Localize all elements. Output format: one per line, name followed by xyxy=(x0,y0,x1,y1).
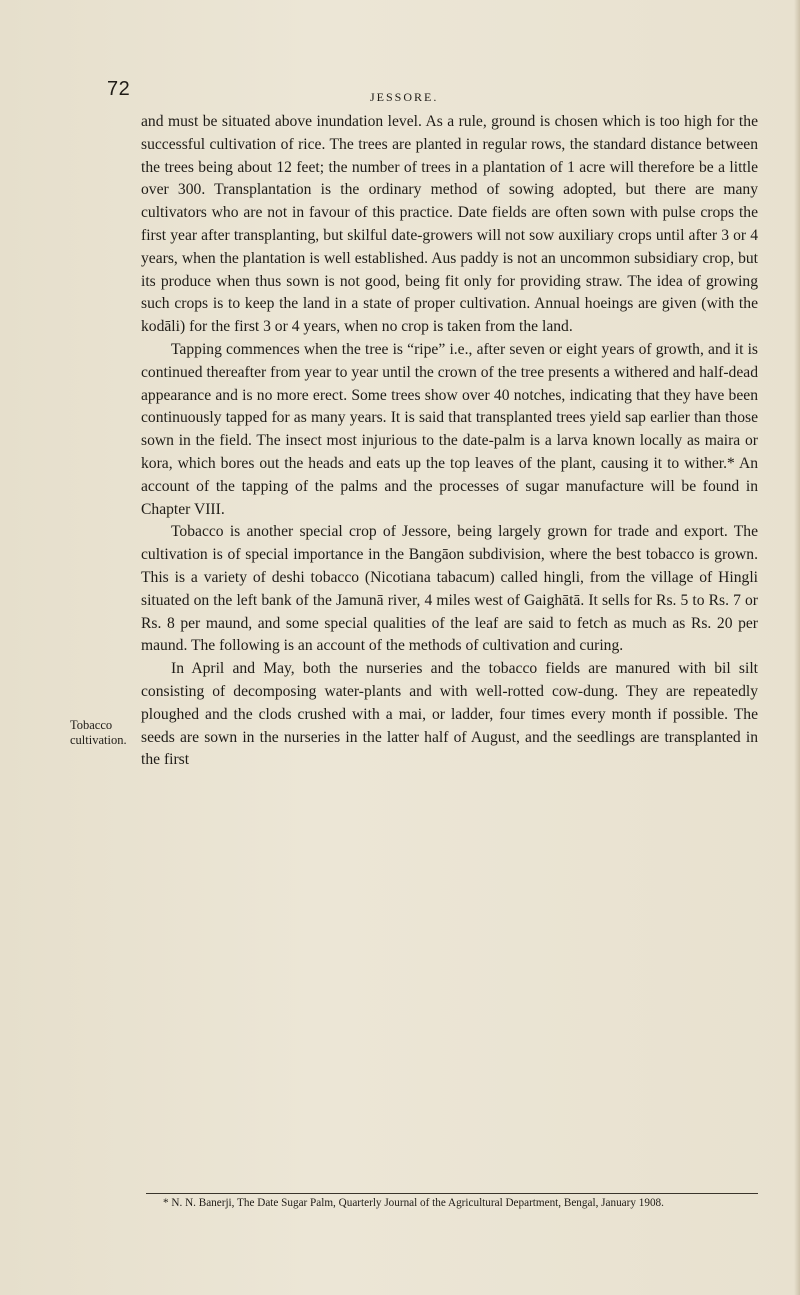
footnote: * N. N. Banerji, The Date Sugar Palm, Quarterly Journal of the Agricultural Department, Bengal, January 1908. xyxy=(163,1197,664,1209)
body-text xyxy=(141,111,758,772)
paragraph-1: and must be situated above inundation level. As a rule, ground is chosen which is too high for the successful cultivation of rice. The trees are planted in regular rows, the standard distance between the trees being about 12 feet; the number of trees in a plantation of 1 acre will therefore be a little over 300. Transplantation is the ordinary method of sowing adopted, but there are many cultivators who are not in favour of this practice. Date fields are often sown with pulse crops the first year after transplanting, but skilful date-growers will not sow auxiliary crops until after 3 or 4 years, when the plantation is well established. Aus paddy is not an uncommon subsidiary crop, but its produce when thus sown is not good, being fit only for providing straw. The idea of growing such crops is to keep the land in a state of proper cultivation. Annual hoeings are given (with the kodāli) for the first 3 or 4 years, when no crop is taken from the land. xyxy=(141,113,758,336)
paragraph-2: Tapping commences when the tree is “ripe” i.e., after seven or eight years of growth, and it is continued thereafter from year to year until the crown of the tree presents a withered and half-dead appearance and is no more erect. Some trees show over 40 notches, indicating that they have been continuously tapped for as many years. It is said that transplanted trees yield sap earlier than those sown in the field. The insect most injurious to the date-palm is a larva known locally as maira or kora, which bores out the heads and eats up the top leaves of the plant, causing it to wither.* An account of the tapping of the palms and the processes of sugar manufacture will be found in Chapter VIII. xyxy=(141,340,758,518)
footnote-rule xyxy=(146,1193,758,1194)
paragraph-3: Tobacco is another special crop of Jessore, being largely grown for trade and export. The cultivation is of special importance in the Bangāon subdivision, where the best tobacco is grown. This is a variety of deshi tobacco (Nicotiana tabacum) called hingli, from the village of Hingli situated on the left bank of the Jamunā river, 4 miles west of Gaighātā. It sells for Rs. 5 to Rs. 7 or Rs. 8 per maund, and some special qualities of the leaf are said to fetch as much as Rs. 20 per maund. The following is an account of the methods of cultivation and curing. xyxy=(141,523,758,655)
paragraph-4: In April and May, both the nurseries and the tobacco fields are manured with bil silt consisting of decomposing water-plants and with well-rotted cow-dung. They are repeatedly ploughed and the clods crushed with a mai, or ladder, four times every month if possible. The seeds are sown in the nurseries in the latter half of August, and the seedlings are transplanted in the first xyxy=(141,660,758,769)
page-edge-shadow xyxy=(794,0,800,1295)
running-head: JESSORE. xyxy=(370,90,439,104)
page-number: 72 xyxy=(107,78,131,100)
margin-note-tobacco: Tobacco cultivation. xyxy=(70,718,127,747)
